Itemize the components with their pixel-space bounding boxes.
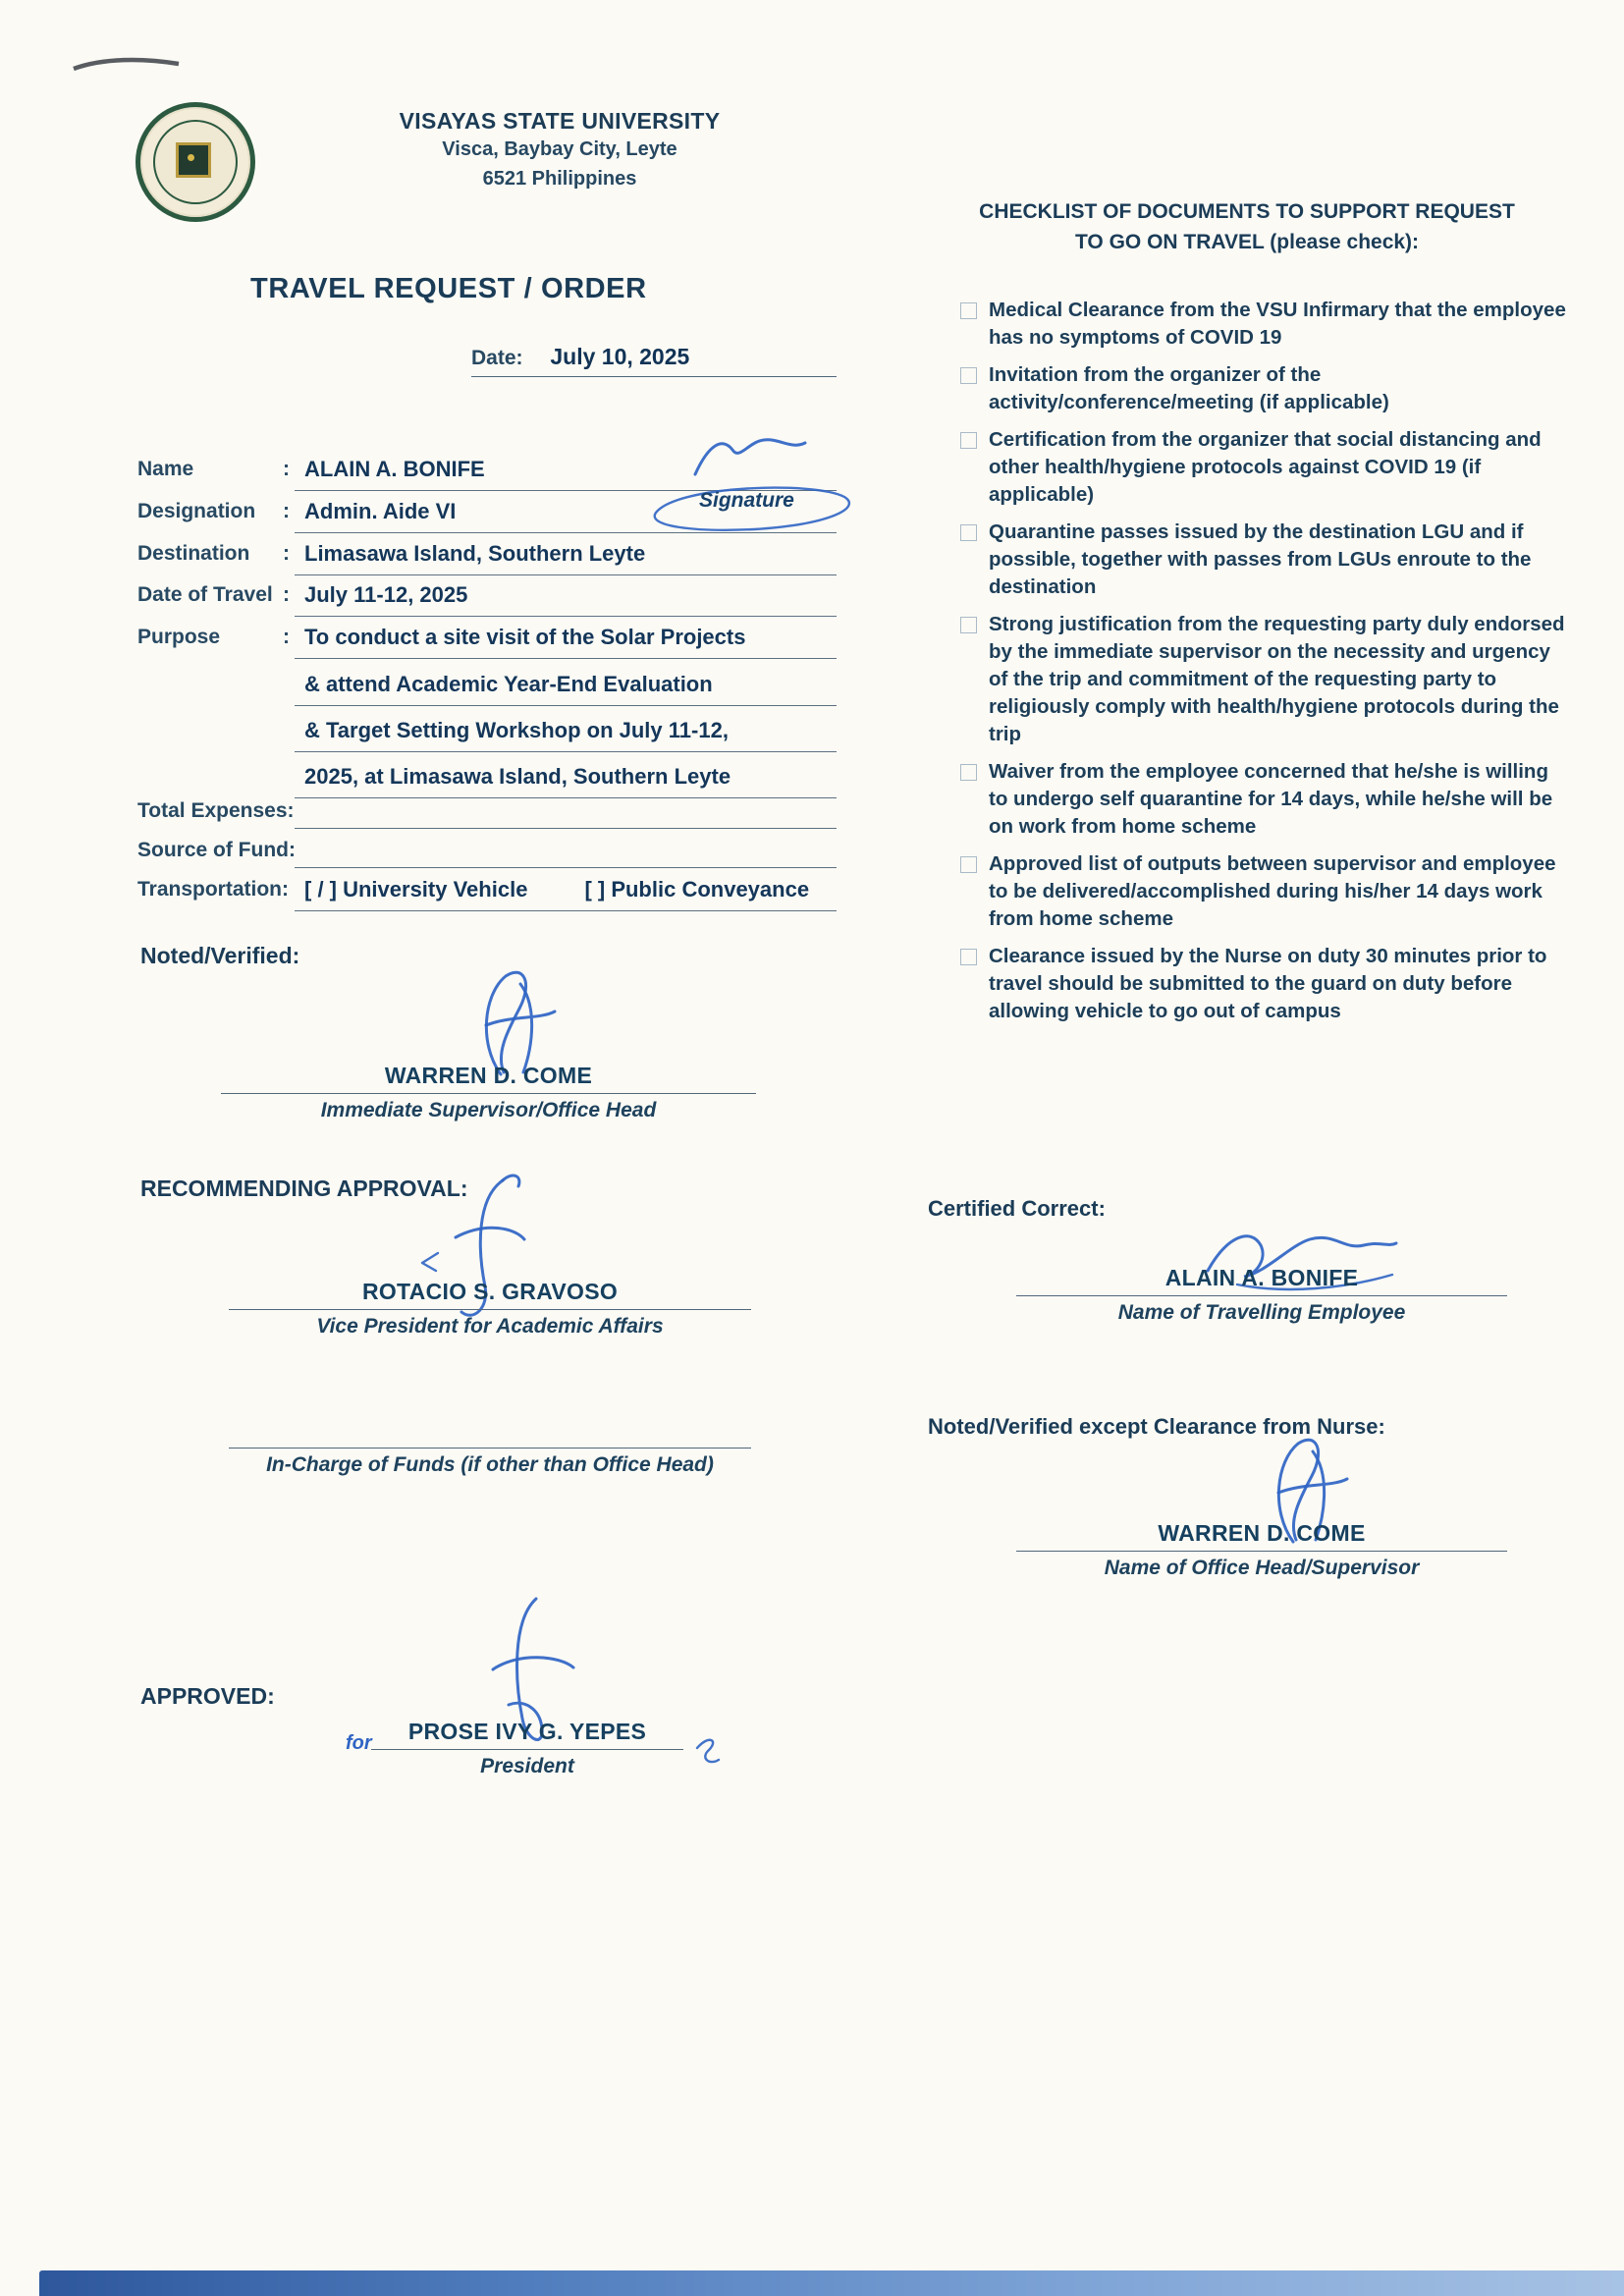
for-notation-ink: for — [346, 1732, 372, 1754]
field-row-source-of-fund — [137, 831, 837, 868]
destination-value: Limasawa Island, Southern Leyte — [295, 534, 837, 575]
date-value: July 10, 2025 — [550, 344, 690, 369]
checklist-item — [960, 611, 1567, 748]
transportation-option-university-vehicle: [ / ] University Vehicle — [304, 877, 528, 902]
transportation-option-public-conveyance: [ ] Public Conveyance — [584, 877, 810, 902]
name-value: ALAIN A. BONIFE — [295, 450, 837, 491]
colon: : — [283, 542, 290, 565]
designation-label: Designation — [137, 500, 256, 522]
trailing-ink-mark — [687, 1730, 729, 1772]
university-address-line1: Visca, Baybay City, Leyte — [442, 138, 677, 160]
checklist-item-text: Invitation from the organizer of the activity/conference/meeting (if applicable) — [989, 363, 1389, 413]
vp-title: Vice President for Academic Affairs — [316, 1315, 664, 1338]
funds-name-blank — [229, 1422, 751, 1449]
travelling-employee-name: ALAIN A. BONIFE — [1016, 1265, 1507, 1296]
noted-except-nurse-label: Noted/Verified except Clearance from Nurse: — [928, 1414, 1385, 1439]
field-row-transportation — [137, 870, 837, 911]
checklist-heading-line2: TO GO ON TRAVEL (please check): — [1074, 231, 1420, 253]
funds-signature-block — [229, 1422, 751, 1477]
checklist-item-text: Waiver from the employee concerned that he/she is willing to undergo self quarantine for 14 days, while he/she will be on work from home scheme — [989, 760, 1553, 838]
supervisor-name: WARREN D. COME — [221, 1063, 756, 1094]
date-of-travel-value: July 11-12, 2025 — [295, 575, 837, 617]
checklist-item-text: Approved list of outputs between supervisor and employee to be delivered/accomplished during his/her 14 days work from home scheme — [989, 852, 1556, 930]
checklist-item — [960, 519, 1567, 601]
checklist — [960, 297, 1567, 1035]
office-head-title: Name of Office Head/Supervisor — [1104, 1557, 1420, 1579]
field-row-purpose-cont — [137, 665, 837, 706]
checkbox-icon — [960, 367, 977, 384]
total-expenses-value — [295, 792, 837, 829]
checkbox-icon — [960, 764, 977, 781]
scan-bottom-edge — [39, 2270, 1624, 2296]
checklist-item-text: Quarantine passes issued by the destination LGU and if possible, together with passes from LGUs enroute to the destination — [989, 520, 1532, 598]
colon: : — [283, 626, 290, 648]
field-row-date-of-travel — [137, 575, 837, 617]
university-name: VISAYAS STATE UNIVERSITY — [399, 108, 721, 134]
scan-artifact — [69, 55, 187, 75]
document-title: TRAVEL REQUEST / ORDER — [250, 273, 647, 304]
checkbox-icon — [960, 432, 977, 449]
travelling-employee-title: Name of Travelling Employee — [1117, 1301, 1406, 1324]
president-name: PROSE IVY G. YEPES — [371, 1719, 683, 1750]
checklist-item-text: Clearance issued by the Nurse on duty 30 minutes prior to travel should be submitted to the guard on duty before allowing vehicle to go out of campus — [989, 945, 1547, 1022]
checklist-item-text: Medical Clearance from the VSU Infirmary that the employee has no symptoms of COVID 19 — [989, 299, 1566, 349]
office-head-signature-block — [1016, 1520, 1507, 1580]
checklist-item — [960, 943, 1567, 1025]
noted-verified-label: Noted/Verified: — [140, 943, 300, 968]
field-row-purpose-cont — [137, 711, 837, 752]
funds-title: In-Charge of Funds (if other than Office Head) — [266, 1453, 714, 1476]
recommending-approval-label: RECOMMENDING APPROVAL: — [140, 1175, 468, 1201]
checklist-item — [960, 758, 1567, 841]
field-row-purpose — [137, 618, 837, 659]
purpose-line-3: & Target Setting Workshop on July 11-12, — [295, 711, 837, 752]
colon: : — [283, 458, 290, 480]
checklist-item-text: Strong justification from the requesting party duly endorsed by the immediate supervisor on the necessity and urgency of the trip and commitment of the requesting party to religiously comply with health/hygiene protocols during the trip — [989, 613, 1565, 745]
checklist-item-text: Certification from the organizer that social distancing and other health/hygiene protocols against COVID 19 (if applicable) — [989, 428, 1542, 506]
checklist-item — [960, 850, 1567, 933]
destination-label: Destination — [137, 542, 250, 565]
vp-signature-block — [229, 1279, 751, 1339]
source-of-fund-label: Source of Fund: — [137, 839, 296, 861]
supervisor-title: Immediate Supervisor/Office Head — [320, 1099, 657, 1121]
checklist-item — [960, 297, 1567, 352]
transportation-options — [295, 870, 837, 911]
name-label: Name — [137, 458, 194, 480]
seal-emblem-dot — [188, 154, 194, 161]
total-expenses-label: Total Expenses: — [137, 799, 295, 822]
checklist-item — [960, 361, 1567, 416]
supervisor-signature-block — [221, 1063, 756, 1122]
source-of-fund-value — [295, 831, 837, 868]
colon: : — [283, 500, 290, 522]
checkbox-icon — [960, 617, 977, 633]
certified-correct-label: Certified Correct: — [928, 1196, 1106, 1221]
checkbox-icon — [960, 856, 977, 873]
office-head-name: WARREN D. COME — [1016, 1520, 1507, 1552]
date-line — [471, 344, 837, 377]
date-of-travel-label: Date of Travel — [137, 583, 273, 606]
signature-caption: Signature — [699, 489, 794, 512]
purpose-label: Purpose — [137, 626, 221, 648]
checkbox-icon — [960, 949, 977, 965]
colon: : — [283, 583, 290, 606]
field-row-total-expenses — [137, 792, 837, 829]
transportation-label: Transportation: — [137, 878, 290, 901]
approved-label: APPROVED: — [140, 1683, 275, 1709]
president-signature-block — [371, 1719, 683, 1778]
seal-emblem — [176, 142, 211, 178]
checkbox-icon — [960, 302, 977, 319]
president-title: President — [480, 1755, 574, 1777]
purpose-line-4: 2025, at Limasawa Island, Southern Leyte — [295, 757, 837, 798]
field-row-destination — [137, 534, 837, 575]
purpose-line-1: To conduct a site visit of the Solar Projects — [295, 618, 837, 659]
university-address-line2: 6521 Philippines — [482, 168, 637, 190]
checklist-heading-line1: CHECKLIST OF DOCUMENTS TO SUPPORT REQUEST — [979, 200, 1515, 223]
vp-name: ROTACIO S. GRAVOSO — [229, 1279, 751, 1310]
checklist-item — [960, 426, 1567, 509]
checkbox-icon — [960, 524, 977, 541]
university-seal-logo — [135, 102, 255, 222]
employee-signature-block — [1016, 1265, 1507, 1325]
designation-value: Admin. Aide VI — [295, 492, 837, 533]
checklist-heading — [928, 196, 1566, 257]
date-label: Date: — [471, 347, 523, 369]
letterhead — [295, 108, 825, 193]
purpose-line-2: & attend Academic Year-End Evaluation — [295, 665, 837, 706]
